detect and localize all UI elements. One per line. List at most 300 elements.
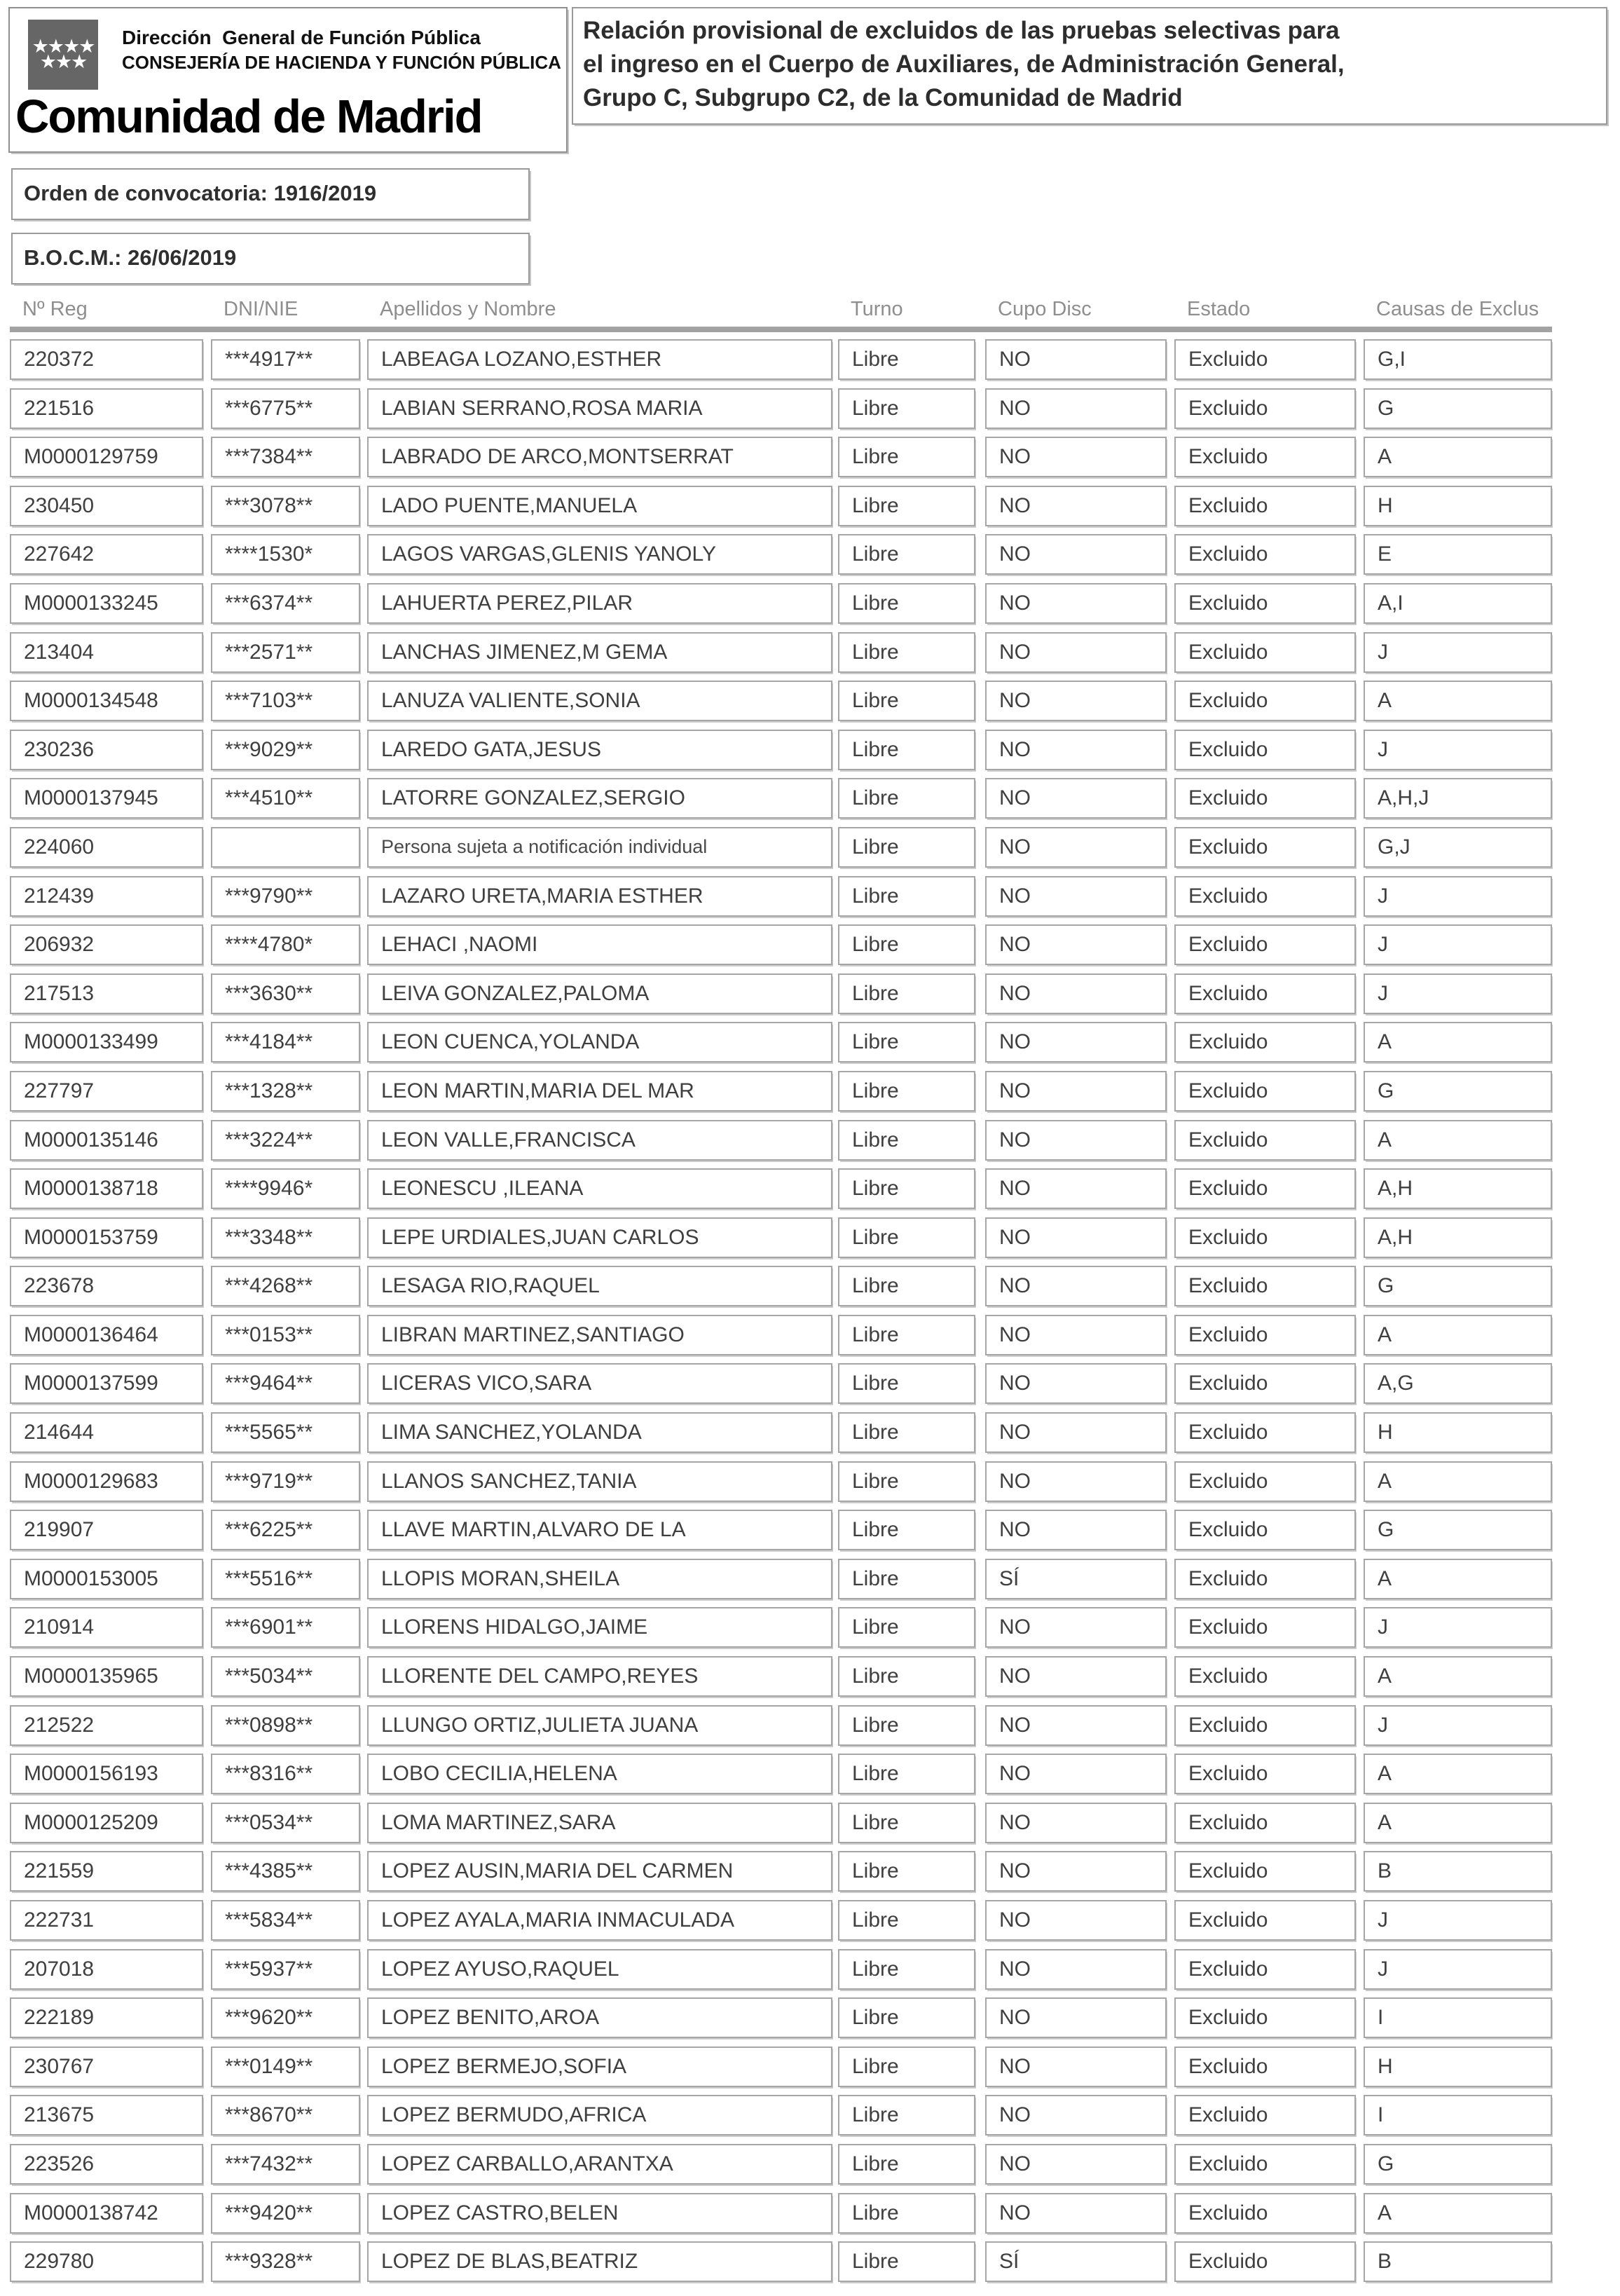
excluded-candidates-table <box>10 339 1552 2282</box>
cell-dni: ***3348** <box>211 1217 360 1258</box>
cell-reg: 220372 <box>10 339 203 380</box>
cell-cupo: NO <box>985 486 1167 526</box>
cell-causas: A <box>1364 681 1552 721</box>
cell-causas: H <box>1364 1412 1552 1453</box>
cell-reg: M0000129759 <box>10 437 203 477</box>
flag-stars-top: ★★★★ <box>32 36 95 57</box>
cell-dni: ***5034** <box>211 1656 360 1697</box>
table-row <box>10 1168 1552 1209</box>
cell-dni: ***5937** <box>211 1949 360 1990</box>
cell-causas: G <box>1364 1510 1552 1550</box>
cell-causas: A <box>1364 2193 1552 2234</box>
cell-name: LAREDO GATA,JESUS <box>367 730 832 770</box>
cell-cupo: NO <box>985 632 1167 673</box>
cell-reg: 217513 <box>10 973 203 1014</box>
cell-name: LLANOS SANCHEZ,TANIA <box>367 1461 832 1502</box>
cell-estado: Excluido <box>1174 876 1356 917</box>
table-row <box>10 1412 1552 1453</box>
cell-reg: M0000137599 <box>10 1363 203 1404</box>
cell-name: LLORENTE DEL CAMPO,REYES <box>367 1656 832 1697</box>
cell-causas: J <box>1364 876 1552 917</box>
cell-cupo: NO <box>985 1949 1167 1990</box>
cell-cupo: NO <box>985 681 1167 721</box>
cell-reg: 214644 <box>10 1412 203 1453</box>
cell-turno: Libre <box>838 339 975 380</box>
cell-turno: Libre <box>838 1315 975 1355</box>
table-row <box>10 1754 1552 1794</box>
cell-estado: Excluido <box>1174 1900 1356 1941</box>
cell-dni: ***5834** <box>211 1900 360 1941</box>
cell-name: LOPEZ DE BLAS,BEATRIZ <box>367 2241 832 2282</box>
table-row <box>10 2046 1552 2087</box>
cell-estado: Excluido <box>1174 2144 1356 2185</box>
cell-reg: 210914 <box>10 1607 203 1648</box>
cell-turno: Libre <box>838 1412 975 1453</box>
cell-estado: Excluido <box>1174 2095 1356 2136</box>
cell-dni: ***8316** <box>211 1754 360 1794</box>
table-row <box>10 388 1552 429</box>
cell-reg: 212439 <box>10 876 203 917</box>
table-row <box>10 632 1552 673</box>
cell-dni: ***3078** <box>211 486 360 526</box>
cell-reg: 230236 <box>10 730 203 770</box>
cell-estado: Excluido <box>1174 1997 1356 2038</box>
cell-estado: Excluido <box>1174 924 1356 965</box>
cell-turno: Libre <box>838 1217 975 1258</box>
cell-name: LATORRE GONZALEZ,SERGIO <box>367 778 832 819</box>
cell-reg: M0000133245 <box>10 583 203 624</box>
table-row <box>10 1656 1552 1697</box>
cell-name: LOBO CECILIA,HELENA <box>367 1754 832 1794</box>
cell-name: LOPEZ BERMEJO,SOFIA <box>367 2046 832 2087</box>
cell-name: LOPEZ BERMUDO,AFRICA <box>367 2095 832 2136</box>
cell-name: LEON VALLE,FRANCISCA <box>367 1120 832 1161</box>
document-title <box>572 7 1607 125</box>
cell-estado: Excluido <box>1174 1022 1356 1062</box>
cell-estado: Excluido <box>1174 437 1356 477</box>
cell-reg: M0000153759 <box>10 1217 203 1258</box>
cell-causas: J <box>1364 730 1552 770</box>
cell-turno: Libre <box>838 1754 975 1794</box>
header-separator-rule <box>10 327 1552 332</box>
table-row <box>10 1997 1552 2038</box>
table-row <box>10 876 1552 917</box>
cell-reg: 227642 <box>10 534 203 575</box>
col-header-estado: Estado <box>1187 298 1251 320</box>
cell-reg: M0000125209 <box>10 1803 203 1843</box>
cell-cupo: NO <box>985 973 1167 1014</box>
cell-reg: 222189 <box>10 1997 203 2038</box>
table-row <box>10 1607 1552 1648</box>
cell-turno: Libre <box>838 1656 975 1697</box>
cell-name: LEON CUENCA,YOLANDA <box>367 1022 832 1062</box>
cell-cupo: NO <box>985 778 1167 819</box>
cell-reg: 213675 <box>10 2095 203 2136</box>
cell-dni: ***7384** <box>211 437 360 477</box>
cell-dni: ***4917** <box>211 339 360 380</box>
cell-turno: Libre <box>838 2144 975 2185</box>
cell-causas: G <box>1364 1266 1552 1306</box>
table-row <box>10 1705 1552 1746</box>
cell-dni: ****4780* <box>211 924 360 965</box>
cell-causas: A <box>1364 1656 1552 1697</box>
cell-dni: ***6901** <box>211 1607 360 1648</box>
cell-estado: Excluido <box>1174 1315 1356 1355</box>
cell-name: LABIAN SERRANO,ROSA MARIA <box>367 388 832 429</box>
madrid-flag-icon <box>28 20 98 90</box>
table-row <box>10 1315 1552 1355</box>
cell-dni: ***9029** <box>211 730 360 770</box>
cell-estado: Excluido <box>1174 1851 1356 1892</box>
cell-reg: M0000135146 <box>10 1120 203 1161</box>
cell-causas: B <box>1364 1851 1552 1892</box>
cell-turno: Libre <box>838 534 975 575</box>
cell-name: LAGOS VARGAS,GLENIS YANOLY <box>367 534 832 575</box>
table-row <box>10 973 1552 1014</box>
cell-reg: M0000135965 <box>10 1656 203 1697</box>
table-row <box>10 730 1552 770</box>
cell-causas: A <box>1364 1120 1552 1161</box>
col-header-turno: Turno <box>851 298 903 320</box>
cell-reg: 206932 <box>10 924 203 965</box>
cell-cupo: NO <box>985 876 1167 917</box>
cell-cupo: NO <box>985 388 1167 429</box>
col-header-dni: DNI/NIE <box>224 298 298 320</box>
table-row <box>10 2241 1552 2282</box>
cell-cupo: NO <box>985 827 1167 868</box>
cell-turno: Libre <box>838 827 975 868</box>
cell-dni: ***9790** <box>211 876 360 917</box>
cell-causas: A,H <box>1364 1168 1552 1209</box>
cell-turno: Libre <box>838 2241 975 2282</box>
cell-cupo: NO <box>985 2193 1167 2234</box>
cell-name: LOPEZ CASTRO,BELEN <box>367 2193 832 2234</box>
table-row <box>10 1900 1552 1941</box>
cell-reg: 223678 <box>10 1266 203 1306</box>
cell-causas: J <box>1364 1607 1552 1648</box>
cell-reg: 230767 <box>10 2046 203 2087</box>
cell-name: Persona sujeta a notificación individual <box>367 827 832 868</box>
cell-estado: Excluido <box>1174 1412 1356 1453</box>
cell-name: LEIVA GONZALEZ,PALOMA <box>367 973 832 1014</box>
cell-turno: Libre <box>838 973 975 1014</box>
table-row <box>10 1071 1552 1112</box>
cell-estado: Excluido <box>1174 486 1356 526</box>
cell-reg: M0000138742 <box>10 2193 203 2234</box>
cell-cupo: NO <box>985 1412 1167 1453</box>
cell-reg: 229780 <box>10 2241 203 2282</box>
cell-dni: ***6374** <box>211 583 360 624</box>
cell-name: LOPEZ AYUSO,RAQUEL <box>367 1949 832 1990</box>
cell-dni: ***6225** <box>211 1510 360 1550</box>
cell-name: LOMA MARTINEZ,SARA <box>367 1803 832 1843</box>
cell-causas: J <box>1364 1900 1552 1941</box>
cell-causas: J <box>1364 1949 1552 1990</box>
cell-dni: ***8670** <box>211 2095 360 2136</box>
cell-turno: Libre <box>838 2095 975 2136</box>
table-row <box>10 681 1552 721</box>
cell-dni: ***9464** <box>211 1363 360 1404</box>
org-consejeria-line: CONSEJERÍA DE HACIENDA Y FUNCIÓN PÚBLICA <box>122 52 561 73</box>
cell-dni: ***0534** <box>211 1803 360 1843</box>
cell-reg: M0000136464 <box>10 1315 203 1355</box>
cell-estado: Excluido <box>1174 632 1356 673</box>
cell-causas: A <box>1364 1315 1552 1355</box>
cell-causas: A,G <box>1364 1363 1552 1404</box>
cell-cupo: NO <box>985 1071 1167 1112</box>
cell-causas: G <box>1364 388 1552 429</box>
cell-dni: ***0898** <box>211 1705 360 1746</box>
cell-dni: ***9719** <box>211 1461 360 1502</box>
table-row <box>10 1851 1552 1892</box>
table-row <box>10 1217 1552 1258</box>
cell-name: LOPEZ BENITO,AROA <box>367 1997 832 2038</box>
cell-reg: M0000137945 <box>10 778 203 819</box>
cell-name: LOPEZ CARBALLO,ARANTXA <box>367 2144 832 2185</box>
cell-dni: ***9420** <box>211 2193 360 2234</box>
cell-turno: Libre <box>838 2046 975 2087</box>
cell-turno: Libre <box>838 632 975 673</box>
cell-turno: Libre <box>838 730 975 770</box>
cell-causas: G <box>1364 1071 1552 1112</box>
cell-causas: A,H,J <box>1364 778 1552 819</box>
cell-causas: A <box>1364 1559 1552 1599</box>
cell-name: LESAGA RIO,RAQUEL <box>367 1266 832 1306</box>
cell-name: LLAVE MARTIN,ALVARO DE LA <box>367 1510 832 1550</box>
cell-estado: Excluido <box>1174 339 1356 380</box>
cell-cupo: NO <box>985 1851 1167 1892</box>
cell-cupo: NO <box>985 2046 1167 2087</box>
cell-cupo: NO <box>985 730 1167 770</box>
cell-cupo: NO <box>985 2095 1167 2136</box>
cell-turno: Libre <box>838 1120 975 1161</box>
cell-dni: ***0153** <box>211 1315 360 1355</box>
cell-estado: Excluido <box>1174 2193 1356 2234</box>
cell-dni: ***4184** <box>211 1022 360 1062</box>
cell-reg: 223526 <box>10 2144 203 2185</box>
cell-dni: ***1328** <box>211 1071 360 1112</box>
cell-causas: B <box>1364 2241 1552 2282</box>
cell-estado: Excluido <box>1174 2046 1356 2087</box>
cell-name: LAZARO URETA,MARIA ESTHER <box>367 876 832 917</box>
table-row <box>10 534 1552 575</box>
org-direccion-line: Dirección General de Función Pública <box>122 27 481 48</box>
cell-causas: J <box>1364 973 1552 1014</box>
org-header <box>8 7 568 153</box>
cell-cupo: NO <box>985 1803 1167 1843</box>
cell-reg: M0000133499 <box>10 1022 203 1062</box>
cell-cupo: SÍ <box>985 1559 1167 1599</box>
cell-dni: ***7432** <box>211 2144 360 2185</box>
table-column-headers <box>10 297 1552 321</box>
cell-reg: 221516 <box>10 388 203 429</box>
cell-name: LAHUERTA PEREZ,PILAR <box>367 583 832 624</box>
cell-cupo: NO <box>985 1705 1167 1746</box>
cell-turno: Libre <box>838 2193 975 2234</box>
cell-estado: Excluido <box>1174 1217 1356 1258</box>
table-row <box>10 1120 1552 1161</box>
cell-turno: Libre <box>838 924 975 965</box>
cell-dni: ***7103** <box>211 681 360 721</box>
cell-cupo: NO <box>985 1510 1167 1550</box>
cell-estado: Excluido <box>1174 1705 1356 1746</box>
col-header-reg: Nº Reg <box>22 298 88 320</box>
table-row <box>10 1559 1552 1599</box>
cell-turno: Libre <box>838 1607 975 1648</box>
cell-causas: A <box>1364 1022 1552 1062</box>
cell-name: LIMA SANCHEZ,YOLANDA <box>367 1412 832 1453</box>
cell-causas: I <box>1364 2095 1552 2136</box>
cell-reg: 207018 <box>10 1949 203 1990</box>
col-header-causas: Causas de Exclus <box>1376 298 1539 320</box>
cell-dni <box>211 827 360 868</box>
cell-reg: 224060 <box>10 827 203 868</box>
cell-causas: A <box>1364 1803 1552 1843</box>
cell-cupo: NO <box>985 339 1167 380</box>
org-name: Comunidad de Madrid <box>15 90 482 143</box>
cell-cupo: NO <box>985 1120 1167 1161</box>
table-row <box>10 1949 1552 1990</box>
cell-reg: 222731 <box>10 1900 203 1941</box>
cell-cupo: SÍ <box>985 2241 1167 2282</box>
cell-causas: H <box>1364 2046 1552 2087</box>
cell-estado: Excluido <box>1174 534 1356 575</box>
cell-causas: J <box>1364 632 1552 673</box>
cell-turno: Libre <box>838 1851 975 1892</box>
cell-reg: 230450 <box>10 486 203 526</box>
orden-convocatoria-box: Orden de convocatoria: 1916/2019 <box>11 168 530 220</box>
cell-turno: Libre <box>838 1900 975 1941</box>
cell-causas: G,I <box>1364 339 1552 380</box>
cell-estado: Excluido <box>1174 1949 1356 1990</box>
cell-estado: Excluido <box>1174 1071 1356 1112</box>
cell-name: LOPEZ AYALA,MARIA INMACULADA <box>367 1900 832 1941</box>
cell-causas: A <box>1364 437 1552 477</box>
col-header-cupo: Cupo Disc <box>998 298 1092 320</box>
cell-causas: A <box>1364 1754 1552 1794</box>
cell-cupo: NO <box>985 1266 1167 1306</box>
cell-cupo: NO <box>985 583 1167 624</box>
cell-causas: E <box>1364 534 1552 575</box>
cell-name: LEHACI ,NAOMI <box>367 924 832 965</box>
cell-cupo: NO <box>985 1607 1167 1648</box>
cell-reg: 213404 <box>10 632 203 673</box>
cell-estado: Excluido <box>1174 730 1356 770</box>
cell-causas: J <box>1364 1705 1552 1746</box>
title-line-1: Relación provisional de excluidos de las pruebas selectivas para <box>583 17 1340 44</box>
table-row <box>10 583 1552 624</box>
cell-cupo: NO <box>985 1754 1167 1794</box>
cell-dni: ***9620** <box>211 1997 360 2038</box>
cell-cupo: NO <box>985 1656 1167 1697</box>
cell-cupo: NO <box>985 1461 1167 1502</box>
cell-reg: 219907 <box>10 1510 203 1550</box>
cell-name: LEPE URDIALES,JUAN CARLOS <box>367 1217 832 1258</box>
cell-turno: Libre <box>838 876 975 917</box>
title-line-3: Grupo C, Subgrupo C2, de la Comunidad de Madrid <box>583 84 1183 111</box>
cell-turno: Libre <box>838 1363 975 1404</box>
cell-estado: Excluido <box>1174 827 1356 868</box>
cell-turno: Libre <box>838 1559 975 1599</box>
cell-estado: Excluido <box>1174 388 1356 429</box>
cell-name: LEON MARTIN,MARIA DEL MAR <box>367 1071 832 1112</box>
cell-estado: Excluido <box>1174 1461 1356 1502</box>
cell-name: LLUNGO ORTIZ,JULIETA JUANA <box>367 1705 832 1746</box>
cell-estado: Excluido <box>1174 1803 1356 1843</box>
cell-estado: Excluido <box>1174 583 1356 624</box>
cell-turno: Libre <box>838 437 975 477</box>
table-row <box>10 1022 1552 1062</box>
cell-turno: Libre <box>838 1461 975 1502</box>
cell-turno: Libre <box>838 1705 975 1746</box>
cell-name: LABRADO DE ARCO,MONTSERRAT <box>367 437 832 477</box>
cell-cupo: NO <box>985 1363 1167 1404</box>
cell-causas: I <box>1364 1997 1552 2038</box>
cell-estado: Excluido <box>1174 1363 1356 1404</box>
cell-cupo: NO <box>985 1168 1167 1209</box>
cell-estado: Excluido <box>1174 1168 1356 1209</box>
cell-dni: ***2571** <box>211 632 360 673</box>
cell-turno: Libre <box>838 1022 975 1062</box>
cell-name: LLOPIS MORAN,SHEILA <box>367 1559 832 1599</box>
cell-causas: H <box>1364 486 1552 526</box>
cell-reg: M0000156193 <box>10 1754 203 1794</box>
cell-turno: Libre <box>838 1949 975 1990</box>
cell-estado: Excluido <box>1174 1656 1356 1697</box>
table-row <box>10 339 1552 380</box>
cell-causas: A,H <box>1364 1217 1552 1258</box>
cell-estado: Excluido <box>1174 1120 1356 1161</box>
table-row <box>10 1461 1552 1502</box>
cell-estado: Excluido <box>1174 778 1356 819</box>
cell-cupo: NO <box>985 1217 1167 1258</box>
cell-dni: ***5565** <box>211 1412 360 1453</box>
cell-cupo: NO <box>985 2144 1167 2185</box>
cell-turno: Libre <box>838 1071 975 1112</box>
table-row <box>10 486 1552 526</box>
cell-estado: Excluido <box>1174 681 1356 721</box>
cell-dni: ***9328** <box>211 2241 360 2282</box>
col-header-name: Apellidos y Nombre <box>380 298 556 320</box>
cell-dni: ****1530* <box>211 534 360 575</box>
cell-estado: Excluido <box>1174 1510 1356 1550</box>
cell-causas: A <box>1364 1461 1552 1502</box>
cell-estado: Excluido <box>1174 1266 1356 1306</box>
cell-turno: Libre <box>838 1510 975 1550</box>
cell-turno: Libre <box>838 583 975 624</box>
table-row <box>10 924 1552 965</box>
cell-causas: G,J <box>1364 827 1552 868</box>
cell-causas: A,I <box>1364 583 1552 624</box>
cell-dni: ***0149** <box>211 2046 360 2087</box>
cell-turno: Libre <box>838 1997 975 2038</box>
cell-estado: Excluido <box>1174 2241 1356 2282</box>
cell-cupo: NO <box>985 1315 1167 1355</box>
cell-estado: Excluido <box>1174 1754 1356 1794</box>
cell-name: LANUZA VALIENTE,SONIA <box>367 681 832 721</box>
table-row <box>10 827 1552 868</box>
cell-reg: 212522 <box>10 1705 203 1746</box>
table-row <box>10 778 1552 819</box>
cell-dni: ***4268** <box>211 1266 360 1306</box>
cell-causas: J <box>1364 924 1552 965</box>
cell-name: LOPEZ AUSIN,MARIA DEL CARMEN <box>367 1851 832 1892</box>
bocm-box: B.O.C.M.: 26/06/2019 <box>11 233 530 285</box>
cell-cupo: NO <box>985 924 1167 965</box>
cell-dni: ***5516** <box>211 1559 360 1599</box>
cell-reg: 227797 <box>10 1071 203 1112</box>
org-department-lines <box>122 25 561 74</box>
